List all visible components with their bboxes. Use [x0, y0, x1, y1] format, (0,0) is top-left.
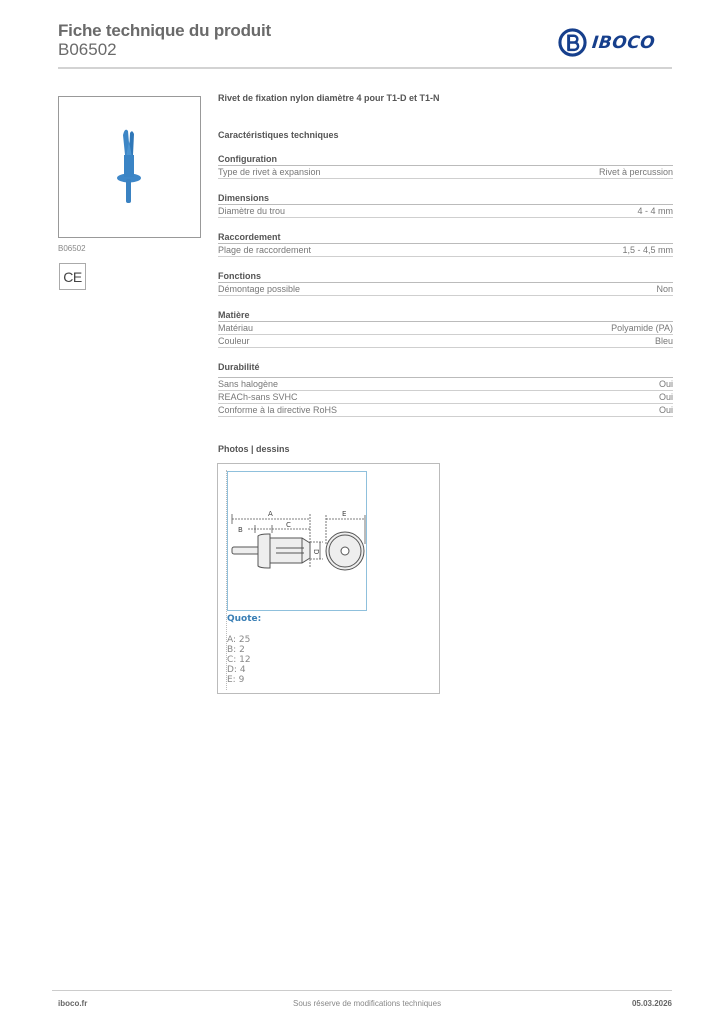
specs-panel [218, 93, 673, 417]
spec-value: 1,5 - 4,5 mm [622, 245, 673, 255]
spec-value: Rivet à percussion [598, 167, 673, 177]
quote-item: A: 25 [227, 635, 251, 645]
iboco-logo-icon [558, 28, 587, 57]
footer-website: iboco.fr [58, 999, 88, 1008]
footer-disclaimer: Sous réserve de modifications techniques [293, 999, 442, 1008]
ce-mark-icon: CE [59, 263, 86, 290]
spec-value: Oui [658, 392, 673, 402]
spec-row [218, 244, 673, 257]
spec-label: Diamètre du trou [218, 206, 286, 216]
spec-group-durabilite [218, 362, 673, 417]
quote-title: Quote: [227, 614, 262, 624]
spec-label: REACh-sans SVHC [218, 392, 298, 402]
spec-row [218, 205, 673, 218]
technical-drawing [217, 463, 440, 694]
drawing-image [227, 471, 367, 611]
rivet-dimension-drawing-icon [228, 472, 368, 612]
group-title: Raccordement [218, 232, 673, 244]
spec-group-dimensions [218, 193, 673, 218]
spec-label: Couleur [218, 336, 250, 346]
group-title: Configuration [218, 154, 673, 166]
quote-item: E: 9 [227, 675, 245, 685]
spec-value: Polyamide (PA) [611, 323, 673, 333]
spec-value: Bleu [654, 336, 673, 346]
specs-heading: Caractéristiques techniques [218, 130, 339, 140]
spec-value: 4 - 4 mm [637, 206, 673, 216]
photos-heading: Photos | dessins [218, 444, 290, 454]
product-description: Rivet de fixation nylon diamètre 4 pour T1-D et T1-N [218, 93, 440, 103]
group-title: Durabilité [218, 362, 673, 378]
spec-label: Démontage possible [218, 284, 301, 294]
spec-value: Oui [658, 379, 673, 389]
spec-row [218, 166, 673, 179]
quote-item: B: 2 [227, 645, 245, 655]
spec-row [218, 335, 673, 348]
dim-label-e: E [342, 510, 347, 518]
quote-item: D: 4 [227, 665, 246, 675]
product-image [58, 96, 201, 238]
image-caption: B06502 [58, 244, 86, 253]
spec-group-matiere [218, 310, 673, 348]
spec-value: Non [656, 284, 673, 294]
spec-label: Sans halogène [218, 379, 279, 389]
group-title: Dimensions [218, 193, 673, 205]
brand-name: IBOCO [590, 32, 657, 53]
quote-item: C: 12 [227, 655, 251, 665]
page-title: Fiche technique du produit [58, 21, 271, 40]
product-code: B06502 [58, 40, 117, 59]
spec-row [218, 391, 673, 404]
spec-group-fonctions [218, 271, 673, 296]
spec-row [218, 404, 673, 417]
dim-label-d: D [312, 549, 320, 555]
footer-date: 05.03.2026 [631, 999, 672, 1008]
header-divider [58, 67, 672, 69]
spec-row [218, 378, 673, 391]
quote-list [227, 635, 251, 685]
dim-label-a: A [268, 510, 273, 518]
spec-label: Plage de raccordement [218, 245, 312, 255]
spec-group-raccordement [218, 232, 673, 257]
group-title: Matière [218, 310, 673, 322]
spec-label: Type de rivet à expansion [218, 167, 321, 177]
rivet-photo-icon [59, 97, 202, 239]
dim-label-c: C [286, 521, 291, 529]
spec-label: Matériau [218, 323, 254, 333]
spec-value: Oui [658, 405, 673, 415]
group-title: Fonctions [218, 271, 673, 283]
spec-row [218, 322, 673, 335]
spec-row [218, 283, 673, 296]
dim-label-b: B [238, 526, 243, 534]
spec-group-configuration [218, 154, 673, 179]
spec-label: Conforme à la directive RoHS [218, 405, 338, 415]
footer-divider [52, 990, 672, 991]
brand-logo [558, 28, 655, 57]
